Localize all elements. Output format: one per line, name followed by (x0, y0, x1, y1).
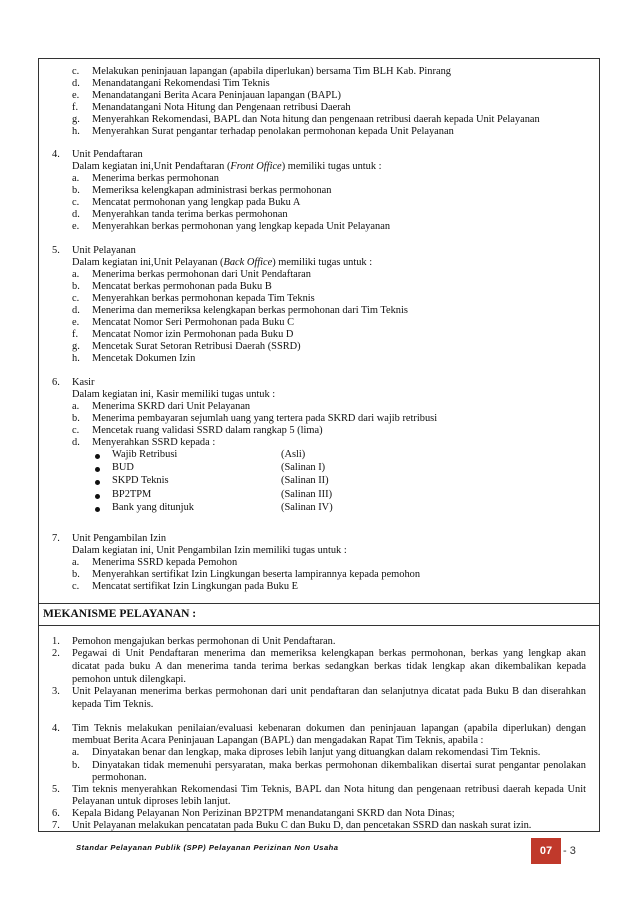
unit-title: Kasir (72, 377, 95, 388)
recipient-copy: (Salinan I) (281, 462, 326, 473)
list-letter: b. (72, 760, 80, 771)
step-text: dicatat pada buku A dan menerima tanda terima berkas sedangkan berkas tidak lengkap akan dikembalikan kepada (72, 661, 586, 672)
list-letter: h. (72, 126, 80, 137)
recipient-copy: (Salinan III) (281, 489, 333, 500)
bullet-icon (95, 507, 100, 512)
unit-title: Unit Pelayanan (72, 245, 136, 256)
list-text: Menerima dan memeriksa kelengkapan berkas permohonan dari Tim Teknis (92, 305, 408, 316)
step-text: Dinyatakan benar dan lengkap, maka diproses lebih lanjut yang dituangkan dalam rekomendasi Tim Teknis. (92, 747, 541, 758)
list-text: Menerima berkas permohonan (92, 173, 219, 184)
unit-description: Dalam kegiatan ini,Unit Pendaftaran (Front Office) memiliki tugas untuk : (72, 161, 382, 172)
page-section-number: 07 (531, 838, 561, 864)
list-letter: a. (72, 747, 80, 758)
list-text: Menandatangani Rekomendasi Tim Teknis (92, 78, 270, 89)
list-letter: a. (72, 173, 80, 184)
list-text: Menandatangani Berita Acara Peninjauan lapangan (BAPL) (92, 90, 341, 101)
item-number: 4. (52, 149, 60, 160)
recipient-copy: (Asli) (281, 449, 306, 460)
footer-title: Standar Pelayanan Publik (SPP) Pelayanan Perizinan Non Usaha (76, 843, 339, 852)
list-text: Menyerahkan berkas permohonan kepada Tim Teknis (92, 293, 315, 304)
unit-title: Unit Pengambilan Izin (72, 533, 167, 544)
list-letter: a. (72, 269, 80, 280)
recipient-name: BP2TPM (112, 489, 152, 500)
mekanisme-heading: MEKANISME PELAYANAN : (43, 608, 197, 620)
list-letter: d. (72, 305, 80, 316)
item-number: 3. (52, 686, 60, 697)
step-text: Dinyatakan tidak memenuhi persyaratan, maka berkas permohonan dikembalikan disertai surat pengantar penolakan (92, 760, 586, 771)
list-text: Memeriksa kelengkapan administrasi berkas permohonan (92, 185, 332, 196)
list-text: Menandatangani Nota Hitung dan Pengenaan retribusi Daerah (92, 102, 351, 113)
list-text: Mencatat permohonan yang lengkap pada Buku A (92, 197, 301, 208)
list-letter: c. (72, 293, 80, 304)
item-number: 1. (52, 636, 60, 647)
item-number: 7. (52, 533, 60, 544)
list-letter: b. (72, 413, 80, 424)
list-letter: f. (72, 329, 79, 340)
step-text: permohonan. (92, 772, 147, 783)
bullet-icon (95, 480, 100, 485)
list-text: Menerima SSRD kepada Pemohon (92, 557, 238, 568)
step-text: Tim teknis menyerahkan Rekomendasi Tim Teknis, BAPL dan Nota hitung dan pengenaan retribusi daerah kepada Unit (72, 784, 586, 795)
step-text: Unit Pelayanan melakukan pencatatan pada Buku C dan Buku D, dan pencetakan SSRD dan naskah surat izin. (72, 820, 532, 831)
list-text: Mencatat sertifikat Izin Lingkungan pada Buku E (92, 581, 299, 592)
item-number: 5. (52, 784, 60, 795)
list-letter: c. (72, 581, 80, 592)
list-letter: e. (72, 317, 80, 328)
bullet-icon (95, 494, 100, 499)
list-letter: a. (72, 401, 80, 412)
list-letter: d. (72, 209, 80, 220)
unit-description: Dalam kegiatan ini, Kasir memiliki tugas untuk : (72, 389, 276, 400)
list-letter: e. (72, 90, 80, 101)
list-letter: g. (72, 114, 80, 125)
item-number: 6. (52, 808, 60, 819)
list-text: Melakukan peninjauan lapangan (apabila diperlukan) bersama Tim BLH Kab. Pinrang (92, 66, 451, 77)
step-text: Kepala Bidang Pelayanan Non Perizinan BP2TPM menandatangani SKRD dan Nota Dinas; (72, 808, 455, 819)
page-number: - 3 (563, 845, 576, 857)
list-text: Menerima SKRD dari Unit Pelayanan (92, 401, 251, 412)
list-letter: a. (72, 557, 80, 568)
page-badge (531, 838, 588, 864)
list-letter: f. (72, 102, 79, 113)
recipient-name: Wajib Retribusi (112, 449, 178, 460)
step-text: Pegawai di Unit Pendaftaran menerima dan memeriksa kelengkapan berkas permohonan, berkas yang lengkap akan (72, 648, 586, 659)
unit-description: Dalam kegiatan ini,Unit Pelayanan (Back Office) memiliki tugas untuk : (72, 257, 373, 268)
step-text: membuat Berita Acara Peninjauan Lapangan (BAPL) dan mengadakan Rapat Tim Teknis, apabila : (72, 735, 484, 746)
step-text: Pelayanan untuk diproses lebih lanjut. (72, 796, 231, 807)
list-letter: c. (72, 66, 80, 77)
list-letter: b. (72, 569, 80, 580)
list-text: Menyerahkan berkas permohonan yang lengkap kepada Unit Pelayanan (92, 221, 391, 232)
list-letter: g. (72, 341, 80, 352)
list-text: Mencatat berkas permohonan pada Buku B (92, 281, 272, 292)
step-text: Pemohon mengajukan berkas permohonan di Unit Pendaftaran. (72, 636, 336, 647)
recipient-name: Bank yang ditunjuk (112, 502, 194, 513)
recipient-name: SKPD Teknis (112, 475, 169, 486)
bullet-icon (95, 454, 100, 459)
recipient-copy: (Salinan II) (281, 475, 329, 486)
list-text: Menerima pembayaran sejumlah uang yang tertera pada SKRD dari wajib retribusi (92, 413, 438, 424)
list-text: Menyerahkan Rekomendasi, BAPL dan Nota hitung dan pengenaan retribusi daerah kepada Unit Pelayanan (92, 114, 540, 125)
list-text: Mencetak Dokumen Izin (92, 353, 196, 364)
list-text: Menyerahkan sertifikat Izin Lingkungan beserta lampirannya kepada pemohon (92, 569, 421, 580)
recipient-name: BUD (112, 462, 134, 473)
step-text: Tim Teknis melakukan penilaian/evaluasi kebenaran dokumen dan peninjauan lapangan (apabila diperlukan) dengan (72, 723, 586, 734)
bullet-icon (95, 467, 100, 472)
list-letter: b. (72, 185, 80, 196)
step-text: pemohon untuk dilengkapi. (72, 674, 186, 685)
unit-description: Dalam kegiatan ini, Unit Pengambilan Izin memiliki tugas untuk : (72, 545, 347, 556)
list-letter: h. (72, 353, 80, 364)
list-text: Menyerahkan Surat pengantar terhadap penolakan permohonan kepada Unit Pelayanan (92, 126, 454, 137)
item-number: 7. (52, 820, 60, 831)
list-text: Menyerahkan SSRD kepada : (92, 437, 216, 448)
list-letter: c. (72, 425, 80, 436)
step-text: kepada Tim Teknis. (72, 699, 154, 710)
list-letter: e. (72, 221, 80, 232)
list-letter: c. (72, 197, 80, 208)
list-letter: d. (72, 437, 80, 448)
item-number: 4. (52, 723, 60, 734)
list-text: Menerima berkas permohonan dari Unit Pendaftaran (92, 269, 311, 280)
list-text: Mencetak Surat Setoran Retribusi Daerah (SSRD) (92, 341, 301, 352)
list-text: Menyerahkan tanda terima berkas permohonan (92, 209, 288, 220)
list-letter: d. (72, 78, 80, 89)
step-text: Unit Pelayanan menerima berkas permohonan dari unit pendaftaran dan selanjutnya dicatat pada Buku B dan diserahkan (72, 686, 586, 697)
list-text: Mencatat Nomor Seri Permohonan pada Buku C (92, 317, 294, 328)
list-text: Mencetak ruang validasi SSRD dalam rangkap 5 (lima) (92, 425, 323, 436)
item-number: 2. (52, 648, 60, 659)
list-text: Mencatat Nomor izin Permohonan pada Buku D (92, 329, 294, 340)
recipient-copy: (Salinan IV) (281, 502, 333, 513)
unit-title: Unit Pendaftaran (72, 149, 143, 160)
item-number: 6. (52, 377, 60, 388)
mekanisme-heading-row (39, 604, 599, 626)
item-number: 5. (52, 245, 60, 256)
list-letter: b. (72, 281, 80, 292)
